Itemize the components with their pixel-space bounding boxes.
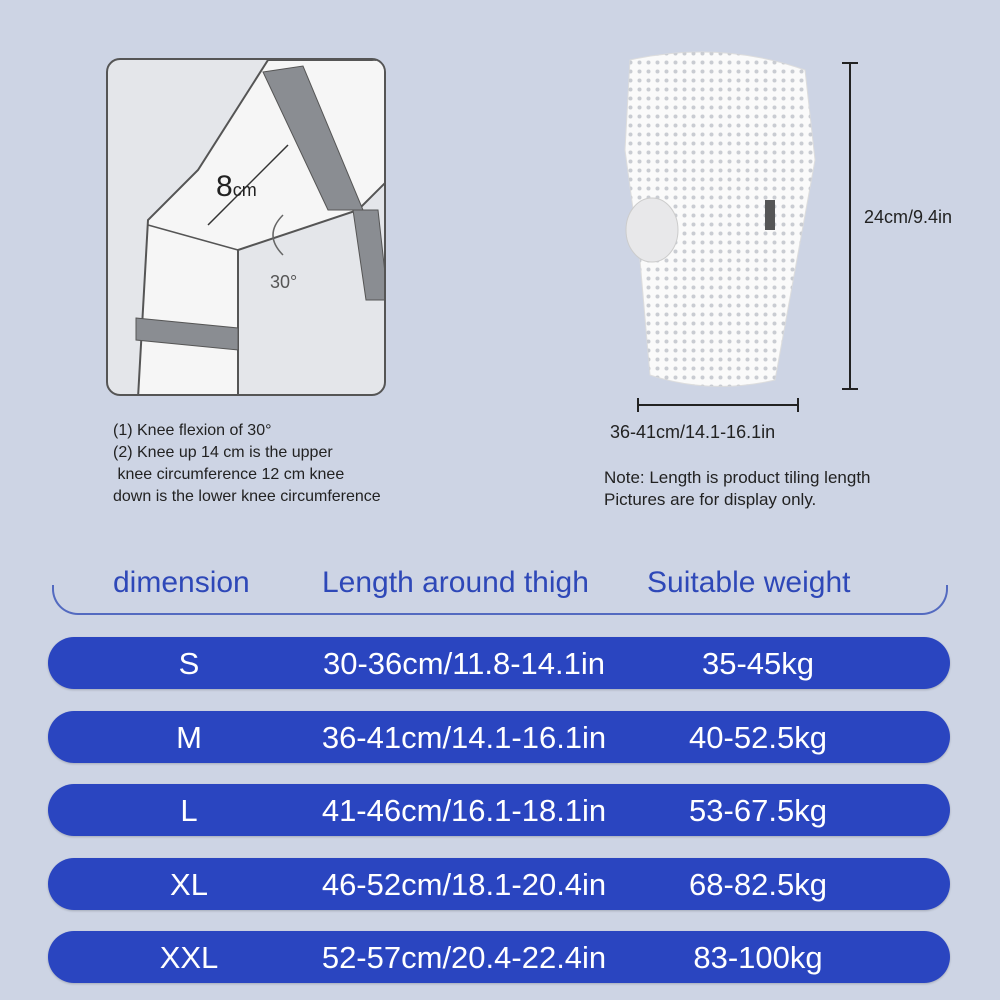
dimension-tick [637, 398, 639, 412]
cell-weight: 53-67.5kg [689, 793, 827, 828]
cell-weight: 35-45kg [701, 646, 815, 681]
width-label: 36-41cm/14.1-16.1in [610, 422, 776, 442]
dimension-tick [797, 398, 799, 412]
note-line: Note: Length is product tiling length [604, 468, 871, 487]
measurement-notes [113, 420, 381, 508]
size-row-xl [48, 858, 950, 910]
cell-size: S [178, 646, 200, 681]
size-row-xxl [48, 931, 950, 983]
cell-thigh: 36-41cm/14.1-16.1in [321, 719, 607, 755]
knee-measurement-illustration [106, 58, 386, 396]
measure-value: 8 [216, 170, 233, 203]
dimension-tick [842, 62, 858, 64]
cell-size: M [176, 719, 202, 755]
measure-label [216, 170, 257, 204]
cell-size: L [180, 793, 198, 828]
header-weight: Suitable weight [647, 566, 851, 599]
size-row-l [48, 784, 950, 836]
cell-weight: 40-52.5kg [689, 719, 827, 755]
cell-thigh: 52-57cm/20.4-22.4in [321, 940, 607, 975]
size-row-m [48, 711, 950, 763]
measure-unit: cm [232, 180, 257, 200]
knee-brace-image [590, 40, 850, 400]
height-label: 24cm/9.4in [864, 207, 953, 227]
width-dimension-line [637, 404, 799, 406]
leg-diagram [108, 60, 386, 396]
note-line: (1) Knee flexion of 30° [113, 422, 272, 439]
cell-thigh: 30-36cm/11.8-14.1in [322, 646, 606, 681]
dimension-tick [842, 388, 858, 390]
cell-weight: 68-82.5kg [689, 866, 827, 902]
cell-thigh: 41-46cm/16.1-18.1in [321, 793, 607, 828]
header-dimension: dimension [113, 566, 250, 599]
note-line: down is the lower knee circumference [113, 488, 381, 505]
size-row-s [48, 637, 950, 689]
note-line: Pictures are for display only. [604, 490, 817, 509]
cell-thigh: 46-52cm/18.1-20.4in [321, 866, 607, 902]
angle-label: 30° [270, 272, 298, 292]
cell-size: XL [170, 866, 208, 902]
cell-size: XXL [159, 940, 219, 975]
height-dimension-line [849, 62, 851, 390]
note-line: knee circumference 12 cm knee [113, 466, 345, 483]
display-notes [604, 467, 871, 511]
note-line: (2) Knee up 14 cm is the upper [113, 444, 333, 461]
cell-weight: 83-100kg [693, 940, 823, 975]
header-thigh: Length around thigh [322, 566, 589, 599]
